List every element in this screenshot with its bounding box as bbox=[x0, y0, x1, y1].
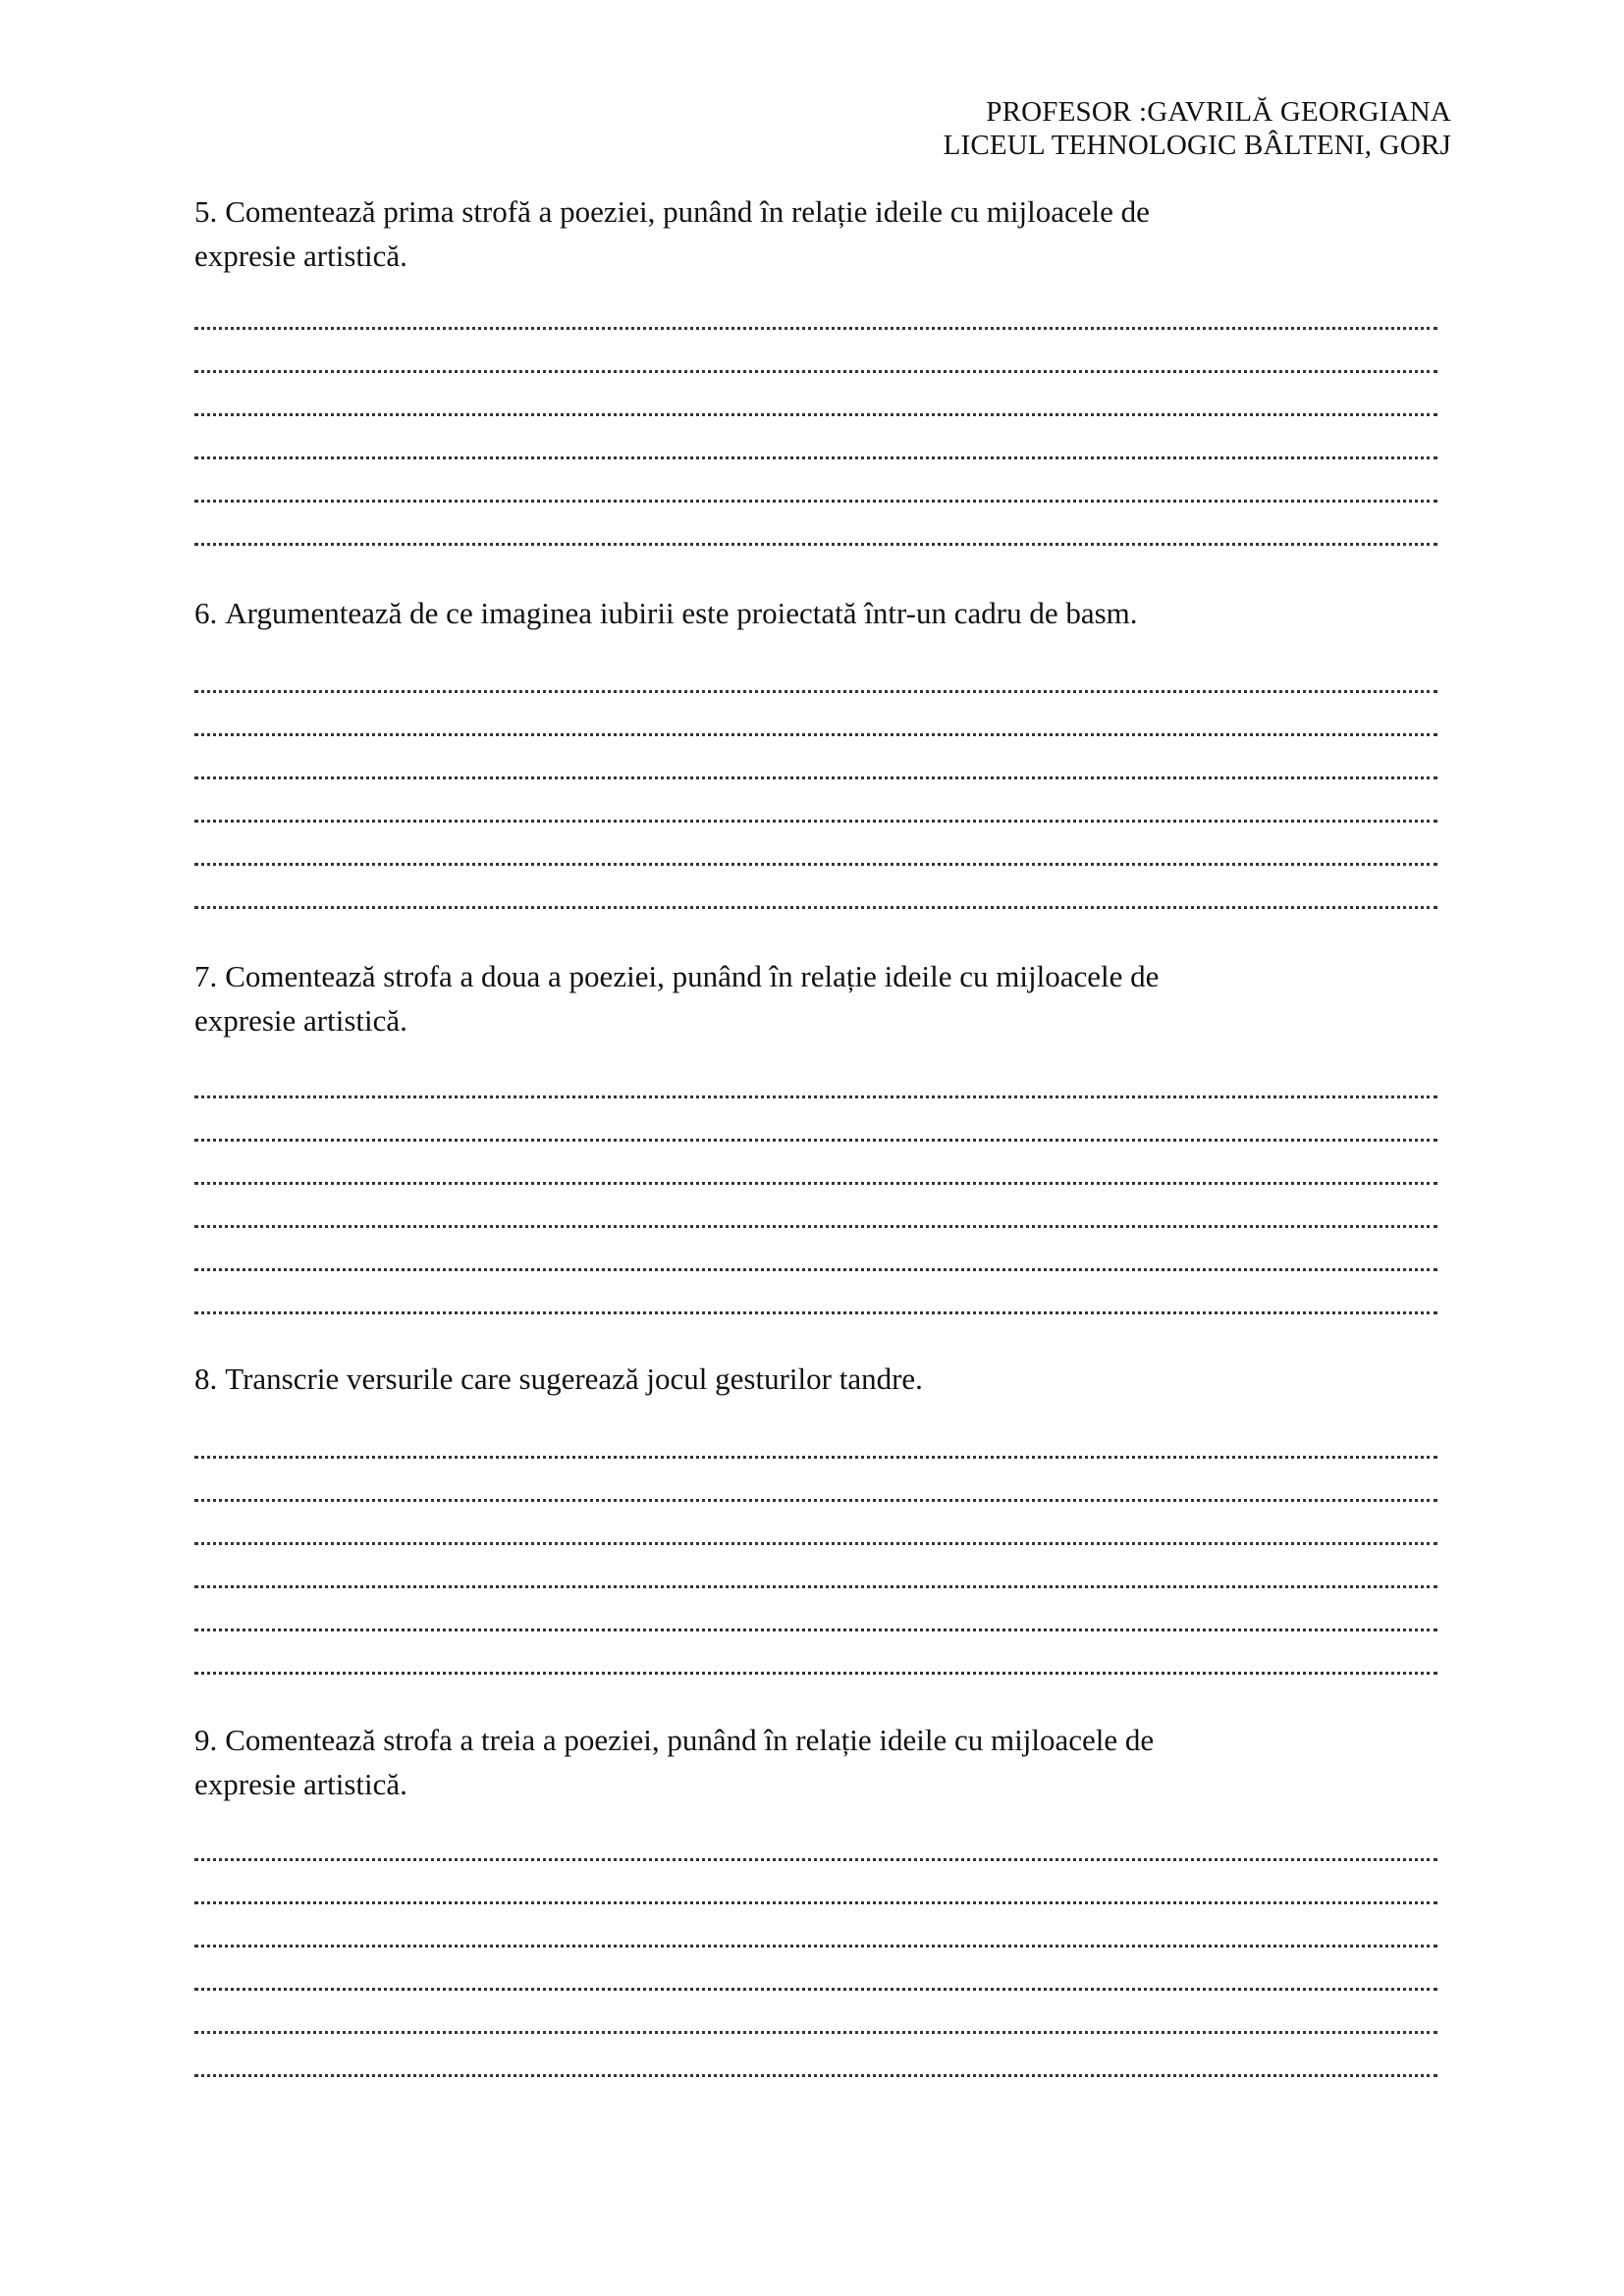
answer-line[interactable] bbox=[194, 1596, 1437, 1639]
answer-line[interactable] bbox=[194, 701, 1437, 744]
answer-line[interactable] bbox=[194, 510, 1437, 554]
answer-line[interactable] bbox=[194, 1236, 1437, 1279]
answer-line[interactable] bbox=[194, 658, 1437, 701]
answer-line[interactable] bbox=[194, 1106, 1437, 1149]
answer-line[interactable] bbox=[194, 2042, 1437, 2085]
answer-line[interactable] bbox=[194, 1553, 1437, 1596]
page-header bbox=[944, 95, 1451, 162]
question-6-text: Argumentează de ce imaginea iubirii este proiectată într-un cadru de basm. bbox=[225, 596, 1138, 630]
question-7-text: Comentează strofa a doua a poeziei, punând în relație ideile cu mijloacele de expresie artistică. bbox=[194, 959, 1160, 1038]
question-5-number: 5. bbox=[194, 194, 218, 229]
question-7 bbox=[194, 954, 1471, 1042]
question-7-number: 7. bbox=[194, 959, 218, 993]
question-6-prompt bbox=[194, 591, 1471, 635]
question-9 bbox=[194, 1718, 1471, 1806]
answer-line[interactable] bbox=[194, 467, 1437, 510]
question-9-text: Comentează strofa a treia a poeziei, punând în relație ideile cu mijloacele de expresie artistică. bbox=[194, 1723, 1155, 1801]
teacher-name: PROFESOR :GAVRILĂ GEORGIANA bbox=[986, 96, 1451, 128]
answer-area-7[interactable] bbox=[194, 1063, 1437, 1322]
question-8 bbox=[194, 1357, 1471, 1401]
question-9-number: 9. bbox=[194, 1723, 218, 1757]
answer-line[interactable] bbox=[194, 1193, 1437, 1236]
answer-line[interactable] bbox=[194, 1423, 1437, 1467]
answer-line[interactable] bbox=[194, 874, 1437, 917]
answer-line[interactable] bbox=[194, 1279, 1437, 1322]
answer-line[interactable] bbox=[194, 1639, 1437, 1682]
answer-line[interactable] bbox=[194, 830, 1437, 874]
answer-line[interactable] bbox=[194, 1826, 1437, 1869]
question-7-prompt bbox=[194, 954, 1255, 1042]
school-name: LICEUL TEHNOLOGIC BÂLTENI, GORJ bbox=[943, 130, 1451, 161]
answer-line[interactable] bbox=[194, 1999, 1437, 2042]
answer-line[interactable] bbox=[194, 1912, 1437, 1955]
question-8-number: 8. bbox=[194, 1362, 218, 1396]
answer-area-5[interactable] bbox=[194, 294, 1437, 554]
answer-area-8[interactable] bbox=[194, 1423, 1437, 1682]
question-5 bbox=[194, 189, 1471, 278]
answer-area-9[interactable] bbox=[194, 1826, 1437, 2085]
answer-line[interactable] bbox=[194, 1869, 1437, 1912]
question-6-number: 6. bbox=[194, 596, 218, 630]
answer-area-6[interactable] bbox=[194, 658, 1437, 917]
question-8-prompt bbox=[194, 1357, 1471, 1401]
answer-line[interactable] bbox=[194, 787, 1437, 830]
answer-line[interactable] bbox=[194, 294, 1437, 338]
answer-line[interactable] bbox=[194, 1467, 1437, 1510]
question-9-prompt bbox=[194, 1718, 1255, 1806]
answer-line[interactable] bbox=[194, 1955, 1437, 1999]
answer-line[interactable] bbox=[194, 744, 1437, 787]
answer-line[interactable] bbox=[194, 1510, 1437, 1553]
question-6 bbox=[194, 591, 1471, 635]
answer-line[interactable] bbox=[194, 1063, 1437, 1106]
question-5-prompt bbox=[194, 189, 1255, 278]
question-5-text: Comentează prima strofă a poeziei, punând în relație ideile cu mijloacele de expresie artistică. bbox=[194, 194, 1150, 273]
answer-line[interactable] bbox=[194, 424, 1437, 467]
question-8-text: Transcrie versurile care sugerează jocul gesturilor tandre. bbox=[225, 1362, 923, 1396]
answer-line[interactable] bbox=[194, 1149, 1437, 1193]
answer-line[interactable] bbox=[194, 381, 1437, 424]
answer-line[interactable] bbox=[194, 338, 1437, 381]
